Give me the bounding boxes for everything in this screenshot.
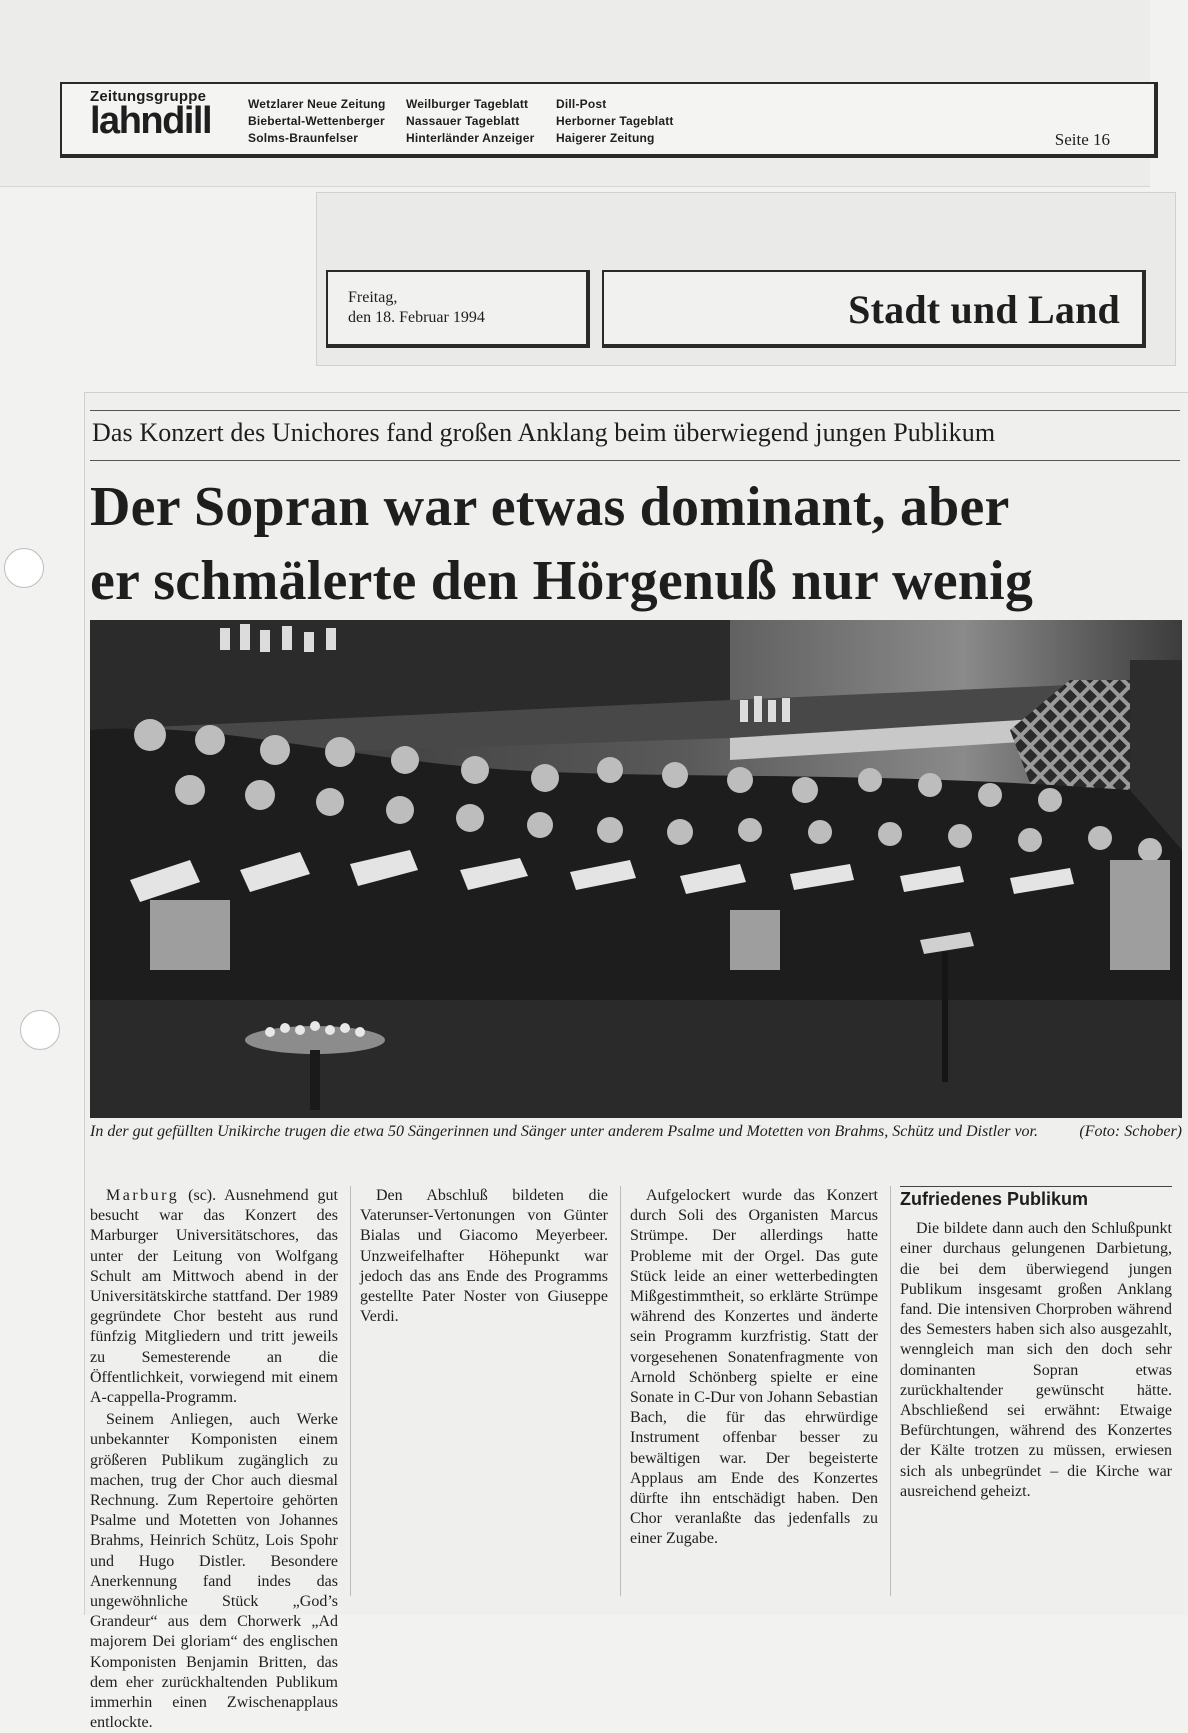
newspaper-name: Biebertal-Wettenberger <box>248 114 385 128</box>
photo-credit: (Foto: Schober) <box>1079 1123 1182 1140</box>
article-column-2 <box>360 1186 608 1327</box>
paragraph-text: (sc). Ausnehmend gut besucht war das Konzert des Marburger Universitätschores, das unter der Leitung von Wolfgang Schult am Mittwoch abend in der Universitätskirche stattfand. Der 1989 gegründete Chor besteht aus rund fünfzig Mitgliedern und tritt jeweils zu Semesterende an die Öffentlichkeit, vorwiegend mit einem A-cappella-Programm. <box>90 1187 338 1407</box>
column-divider <box>620 1186 621 1596</box>
headline-line-2: er schmälerte den Hörgenuß nur wenig <box>90 550 1034 612</box>
column-divider <box>890 1186 891 1596</box>
article-headline <box>90 470 1180 618</box>
masthead <box>60 82 1158 158</box>
logo-top-text: Zeitungsgruppe <box>90 88 207 105</box>
newspaper-name: Weilburger Tageblatt <box>406 97 529 111</box>
paragraph: Aufgelockert wurde das Konzert durch Soli des Organisten Marcus Strümpe. Der allerdings hatte Probleme mit der Orgel. Das gute Stück leide an einer wetterbedingten Mißgestimmtheit, so erklärte Strümpe während des Konzertes und änderte sein Programm kurzfristig. Statt der vorgesehenen Sonatenfragmente von Arnold Schönberg spielte er eine Sonate in C-Dur von Johann Sebastian Bach, die für das ehrwürdige Instrument offenbar besser zu bewältigen war. Der begeisterte Applaus am Ende des Konzertes dürfte ihn entschädigt haben. Den Chor veranlaßte das jedenfalls zu einer Zugabe. <box>630 1187 878 1548</box>
article-column-3 <box>630 1186 878 1550</box>
paragraph: Seinem Anliegen, auch Werke unbekannter Komponisten einem größeren Publikum zugänglich zu machen, trug der Chor auch diesmal Rechnung. Zum Repertoire gehörten Psalme und Motetten von Johannes Brahms, Heinrich Schütz, Lois Spohr und Hugo Distler. Besondere Anerkennung fand indes das ungewöhnliche Stück „God’s Grandeur“ aus dem Chorwerk „Ad majorem Dei gloriam“ des englischen Komponisten Benjamin Britten, das dem eher zurückhaltenden Publikum immerhin einen Zwischenapplaus entlockte. <box>90 1411 338 1732</box>
page-number: Seite 16 <box>1054 130 1110 149</box>
section-title: Stadt und Land <box>848 287 1120 332</box>
article-column-4 <box>900 1186 1172 1502</box>
caption-text: In der gut gefüllten Unikirche trugen die etwa 50 Sängerinnen und Sänger unter anderem Psalme und Motetten von Brahms, Schütz und Distler vor. <box>90 1123 1038 1140</box>
publisher-logo <box>90 88 211 142</box>
newspaper-name: Hinterländer Anzeiger <box>406 131 535 145</box>
kicker-rule-top <box>90 410 1180 411</box>
article-column-1 <box>90 1186 338 1733</box>
lead-paragraph <box>90 1186 338 1408</box>
kicker-rule-bottom <box>90 460 1180 461</box>
newspaper-list-2 <box>406 96 534 147</box>
photo-caption <box>90 1122 1182 1141</box>
section-box <box>602 270 1146 348</box>
newspaper-name: Solms-Braunfelser <box>248 131 359 145</box>
dateline: Marburg <box>106 1187 180 1204</box>
paragraph: Den Abschluß bildeten die Vaterunser-Vertonungen von Günter Bialas und Giacomo Meyerbeer. Unzweifelhafter Höhepunkt war jedoch das ans Ende des Programms gestellte Pater Noster von Giuseppe Verdi. <box>360 1187 608 1326</box>
choir-photo <box>90 620 1182 1118</box>
punch-hole-top <box>4 548 44 588</box>
newspaper-list-3 <box>556 96 674 147</box>
newspaper-name: Haigerer Zeitung <box>556 131 655 145</box>
punch-hole-bottom <box>20 1010 60 1050</box>
column-divider <box>350 1186 351 1596</box>
newspaper-name: Nassauer Tageblatt <box>406 114 520 128</box>
issue-date: den 18. Februar 1994 <box>348 309 485 326</box>
logo-main-text: lahndill <box>90 100 211 142</box>
newspaper-name: Herborner Tageblatt <box>556 114 674 128</box>
subheading: Zufriedenes Publikum <box>900 1186 1172 1209</box>
article-kicker: Das Konzert des Unichores fand großen Anklang beim überwiegend jungen Publikum <box>92 418 996 447</box>
newspaper-name: Wetzlarer Neue Zeitung <box>248 97 386 111</box>
paragraph: Die bildete dann auch den Schlußpunkt einer durchaus gelungenen Darbietung, die bei dem überwiegend jungen Publikum insgesamt großen Anklang fand. Die intensiven Chorproben während des Semesters haben sich also ausgezahlt, wenngleich man sich den doch sehr dominanten Sopran etwas zurückhaltender gewünscht hätte. Abschließend sei erwähnt: Etwaige Befürchtungen, während des Konzertes der Kälte trotzen zu müssen, erwiesen sich als unbegründet – die Kirche war ausreichend geheizt. <box>900 1220 1172 1500</box>
issue-date-box <box>326 270 590 348</box>
newspaper-list-1 <box>248 96 386 147</box>
newspaper-name: Dill-Post <box>556 97 607 111</box>
issue-weekday: Freitag, <box>348 289 398 306</box>
headline-line-1: Der Sopran war etwas dominant, aber <box>90 476 1010 538</box>
